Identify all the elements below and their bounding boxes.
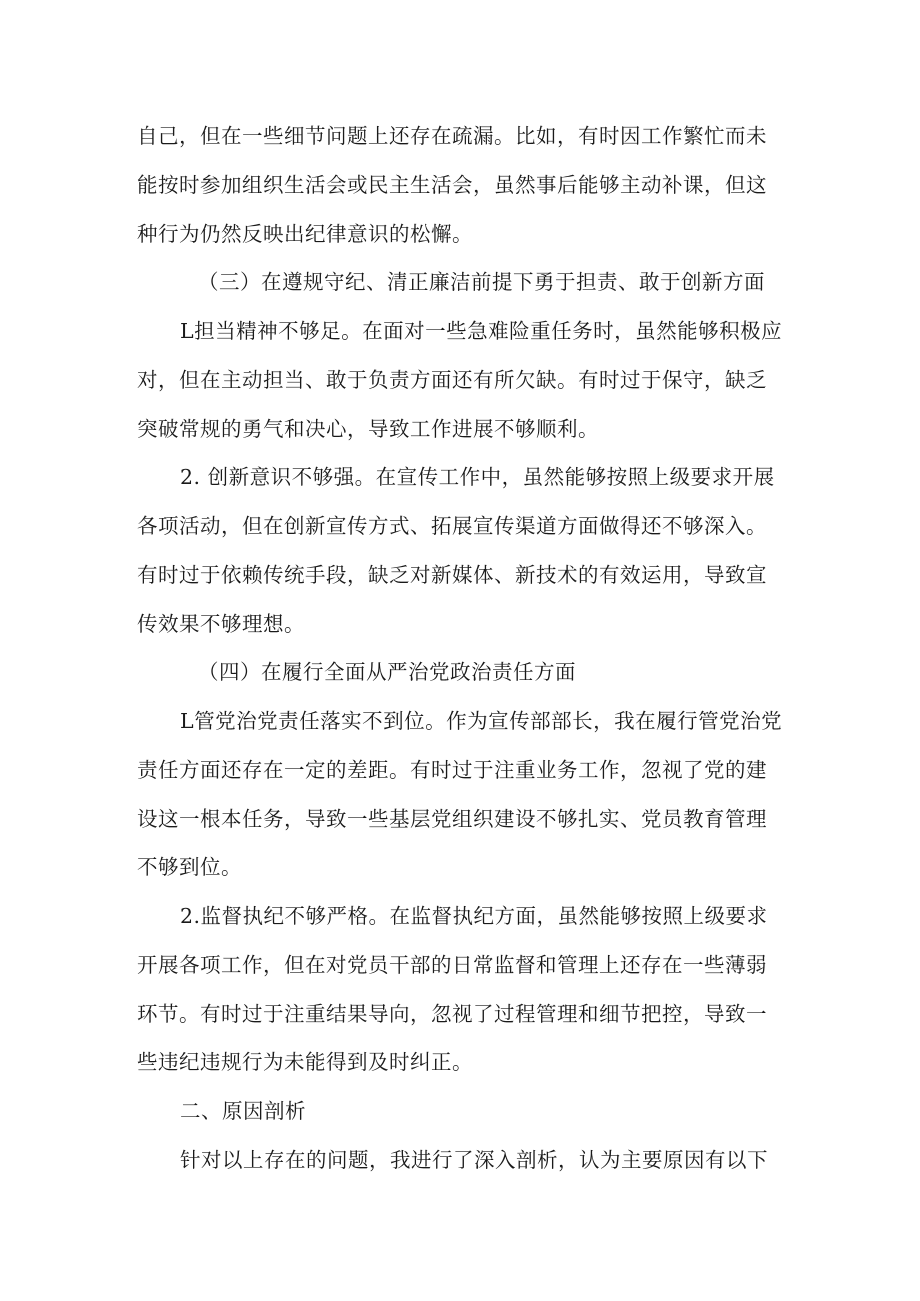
- text-line: 种行为仍然反映出纪律意识的松懈。: [137, 222, 473, 246]
- text-line: 环节。有时过于注重结果导向，忽视了过程管理和细节把控，导致一: [137, 1002, 767, 1026]
- text-line: 针对以上存在的问题，我进行了深入剖析，认为主要原因有以下: [180, 1148, 768, 1172]
- text-line: 能按时参加组织生活会或民主生活会，虽然事后能够主动补课，但这: [137, 173, 767, 197]
- text-line: 开展各项工作，但在对党员干部的日常监督和管理上还存在一些薄弱: [137, 953, 767, 977]
- text-line: 2. 创新意识不够强。在宣传工作中，虽然能够按照上级要求开展: [180, 465, 775, 489]
- section-heading: （三）在遵规守纪、清正廉洁前提下勇于担责、敢于创新方面: [198, 270, 765, 294]
- text-line: 不够到位。: [137, 855, 242, 879]
- text-line: 2.监督执纪不够严格。在监督执纪方面，虽然能够按照上级要求: [180, 904, 768, 928]
- text-line: 自己，但在一些细节问题上还存在疏漏。比如，有时因工作繁忙而未: [137, 124, 767, 148]
- text-line: 设这一根本任务，导致一些基层党组织建设不够扎实、党员教育管理: [137, 807, 767, 831]
- text-line: L管党治党责任落实不到位。作为宣传部部长，我在履行管党治党: [180, 709, 783, 733]
- section-heading: 二、原因剖析: [180, 1099, 306, 1123]
- section-heading: （四）在履行全面从严治党政治责任方面: [198, 660, 576, 684]
- text-line: 些违纪违规行为未能得到及时纠正。: [137, 1050, 473, 1074]
- text-line: L担当精神不够足。在面对一些急难险重任务时，虽然能够积极应: [180, 319, 783, 343]
- text-line: 责任方面还存在一定的差距。有时过于注重业务工作，忽视了党的建: [137, 758, 767, 782]
- text-line: 各项活动，但在创新宣传方式、拓展宣传渠道方面做得还不够深入。: [137, 514, 767, 538]
- text-line: 有时过于依赖传统手段，缺乏对新媒体、新技术的有效运用，导致宣: [137, 563, 767, 587]
- text-line: 对，但在主动担当、敢于负责方面还有所欠缺。有时过于保守，缺乏: [137, 368, 767, 392]
- text-line: 突破常规的勇气和决心，导致工作进展不够顺利。: [137, 417, 599, 441]
- text-line: 传效果不够理想。: [137, 612, 305, 636]
